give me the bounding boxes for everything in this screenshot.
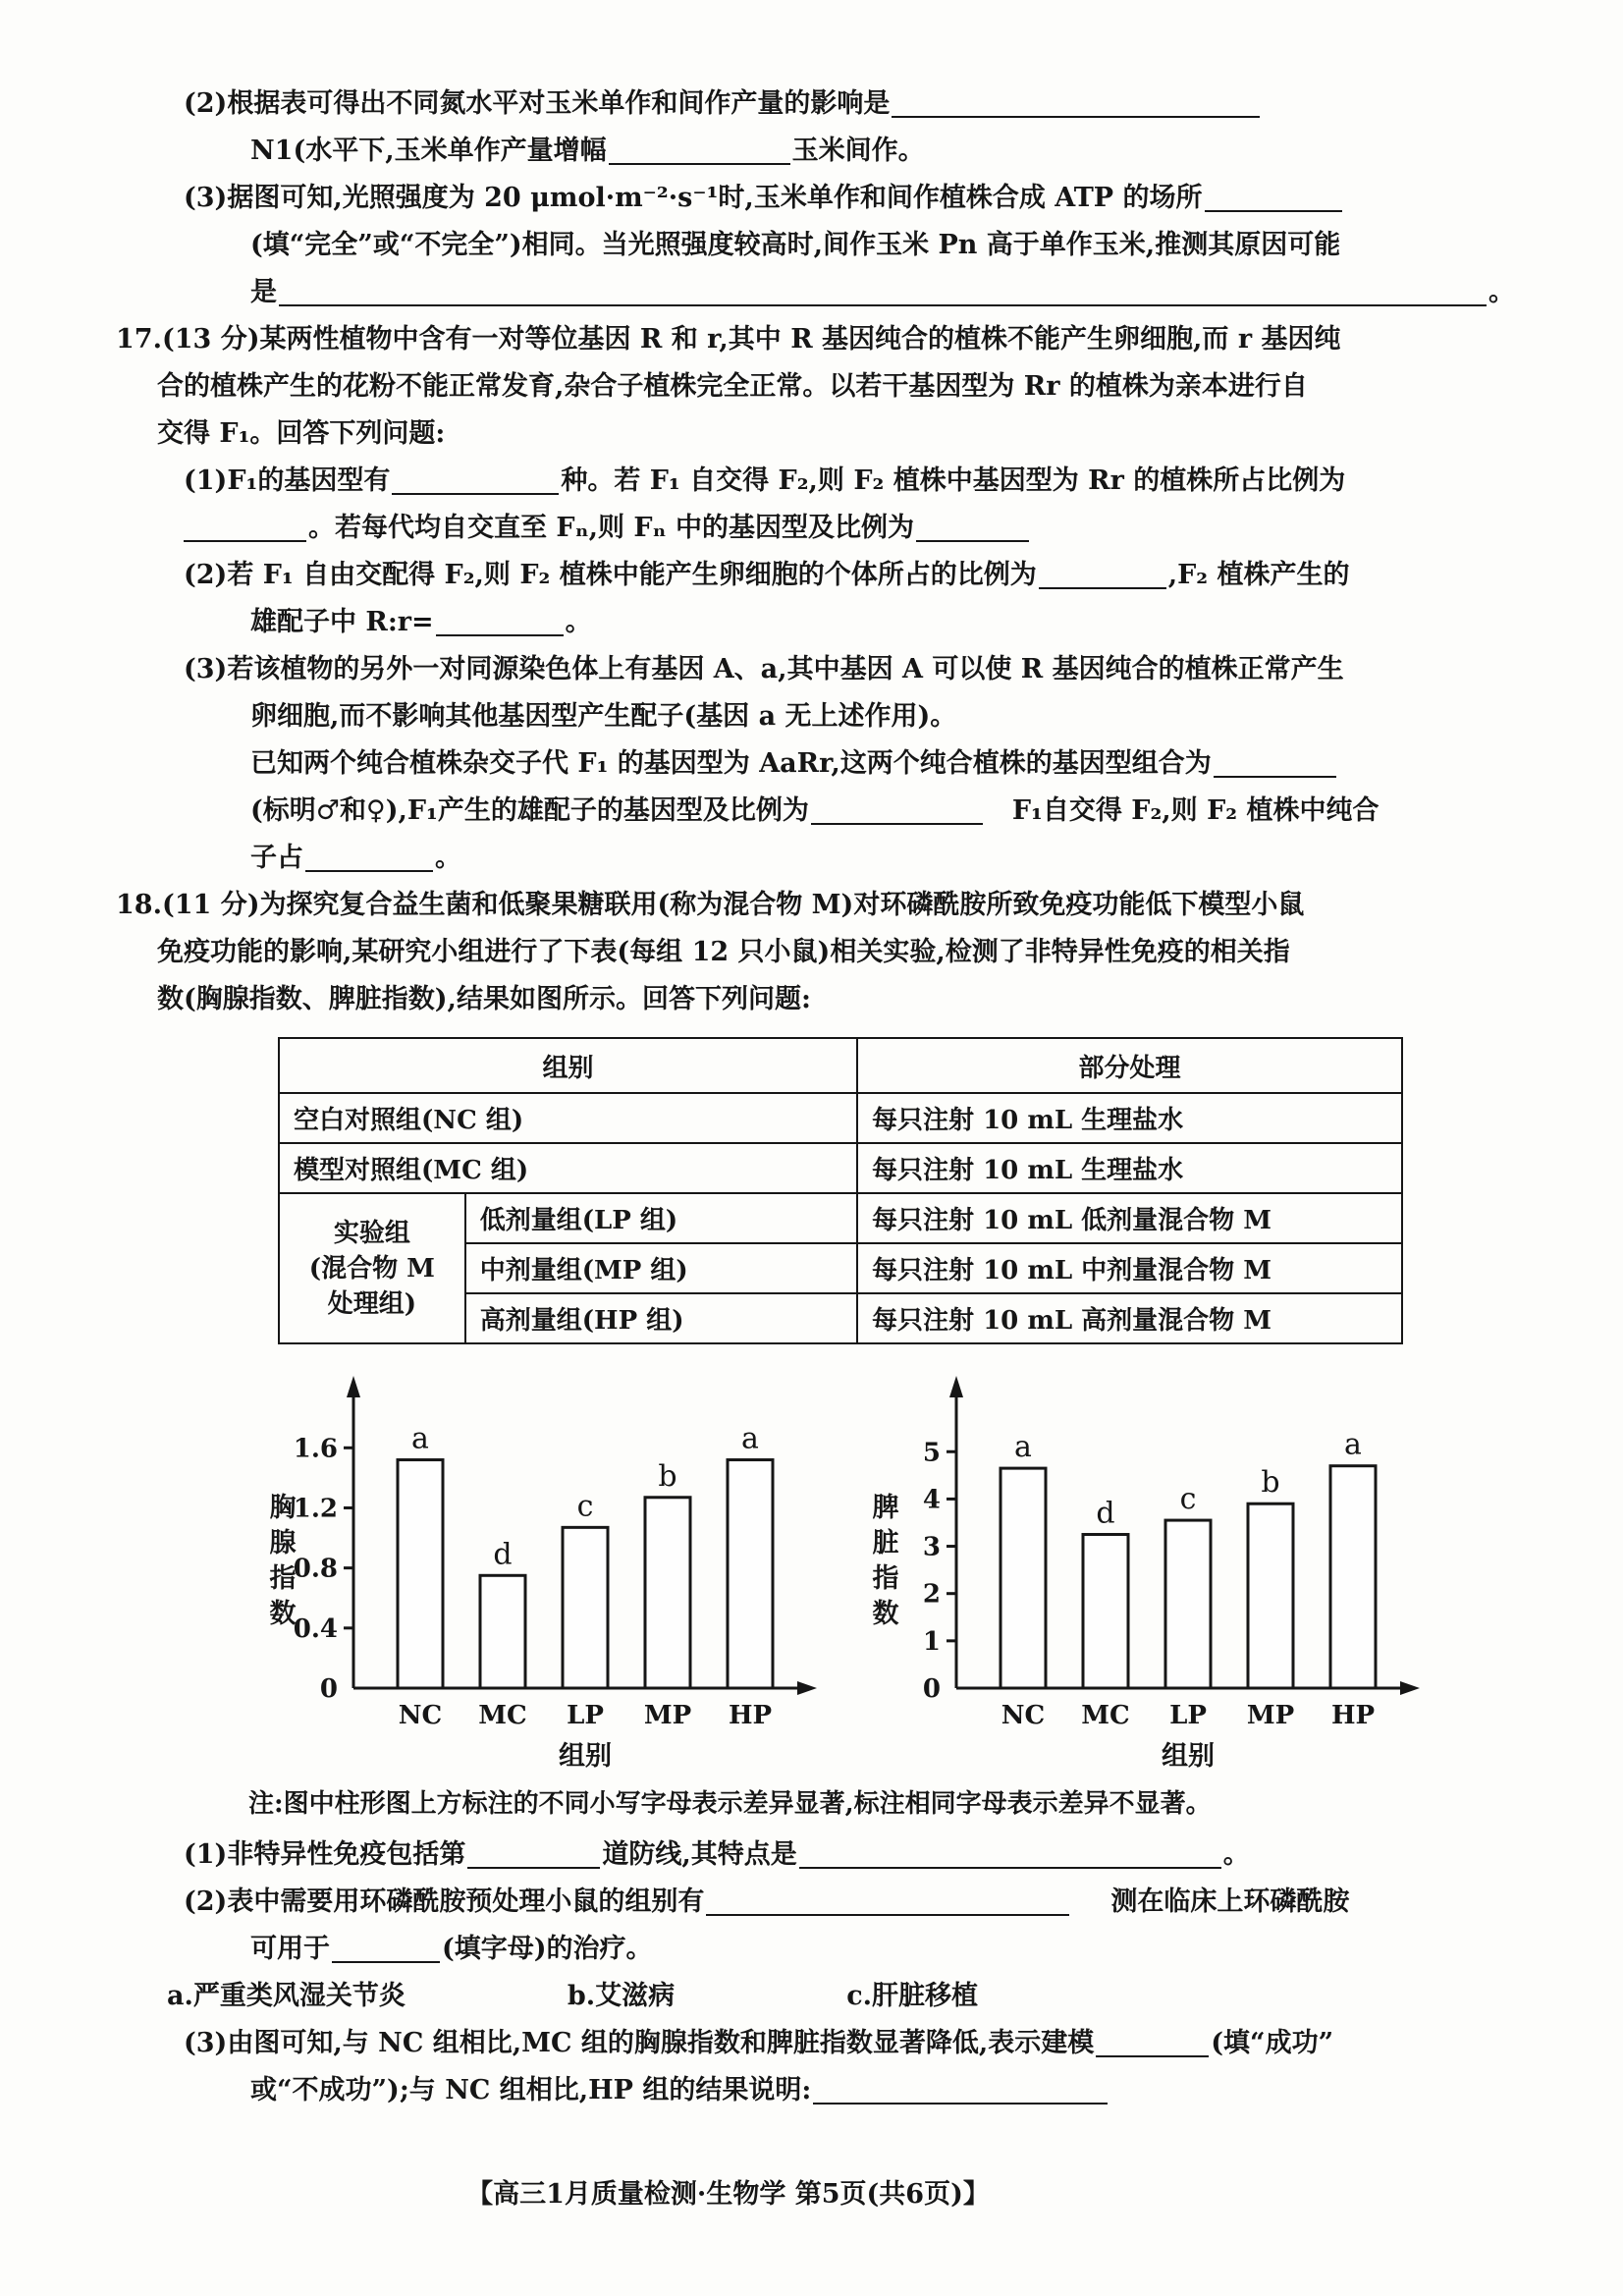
x-tick-label: HP bbox=[728, 1701, 773, 1730]
y-tick-label: 0 bbox=[922, 1674, 941, 1704]
text-segment: 种。若 F₁ 自交得 F₂,则 F₂ 植株中基因型为 Rr 的植株所占比例为 bbox=[561, 465, 1346, 496]
text-segment: c.肝脏移植 bbox=[846, 1981, 979, 2011]
significance-letter: c bbox=[576, 1489, 594, 1524]
text-segment: 已知两个纯合植株杂交子代 F₁ 的基因型为 AaRr,这两个纯合植株的基因型组合为 bbox=[250, 748, 1212, 779]
text-line bbox=[250, 740, 1623, 788]
y-axis-label-char: 数 bbox=[269, 1599, 297, 1629]
y-axis-label-char: 数 bbox=[872, 1599, 899, 1629]
question-17 bbox=[0, 316, 1623, 882]
text-segment: 可用于 bbox=[250, 1934, 330, 1964]
x-axis-label: 组别 bbox=[559, 1741, 612, 1772]
text-line bbox=[184, 1831, 1623, 1879]
significance-letter: a bbox=[1344, 1427, 1362, 1462]
answer-blank bbox=[813, 2073, 1108, 2105]
bar-MC bbox=[480, 1575, 525, 1688]
text-segment: 。 bbox=[1488, 277, 1515, 307]
text-segment: (标明♂和♀),F₁产生的雄配子的基因型及比例为 bbox=[250, 795, 809, 826]
y-tick-label: 4 bbox=[922, 1485, 941, 1515]
y-axis-label-char: 脏 bbox=[872, 1528, 899, 1558]
answer-blank bbox=[811, 793, 983, 825]
question-18-questions bbox=[0, 1831, 1623, 2114]
answer-blank bbox=[184, 511, 306, 542]
text-line bbox=[157, 410, 1623, 458]
text-segment: 子占 bbox=[250, 843, 303, 873]
x-tick-label: LP bbox=[567, 1701, 604, 1730]
y-axis-label-char: 腺 bbox=[269, 1528, 297, 1558]
y-axis-label-char: 胸 bbox=[269, 1493, 297, 1523]
text-line bbox=[116, 882, 1623, 929]
text-line bbox=[184, 458, 1623, 505]
bar-LP bbox=[563, 1527, 608, 1688]
answer-blank bbox=[1205, 181, 1342, 212]
answer-blank bbox=[392, 464, 559, 495]
chart-note: 注:图中柱形图上方标注的不同小写字母表示差异显著,标注相同字母表示差异不显著。 bbox=[248, 1789, 1212, 1819]
text-segment: 18.(11 分)为探究复合益生菌和低聚果糖联用(称为混合物 M)对环磷酰胺所致免疫功能低下模型小鼠 bbox=[116, 890, 1305, 920]
text-line bbox=[157, 976, 1623, 1023]
table-row bbox=[279, 1143, 1402, 1193]
text-segment: 。若每代均自交直至 Fₙ,则 Fₙ 中的基因型及比例为 bbox=[308, 513, 914, 543]
text-line bbox=[250, 2067, 1623, 2114]
text-line bbox=[250, 128, 1623, 175]
significance-letter: d bbox=[1096, 1496, 1115, 1531]
y-axis-arrow bbox=[347, 1376, 360, 1397]
answer-blank bbox=[799, 1837, 1221, 1869]
charts-row bbox=[243, 1362, 1623, 1779]
bar-HP bbox=[1330, 1466, 1376, 1688]
text-line bbox=[184, 1879, 1623, 1926]
text-segment: (2)根据表可得出不同氮水平对玉米单作和间作产量的影响是 bbox=[184, 88, 891, 119]
text-segment: (2)若 F₁ 自由交配得 F₂,则 F₂ 植株中能产生卵细胞的个体所占的比例为 bbox=[184, 560, 1037, 590]
significance-letter: a bbox=[1014, 1430, 1032, 1465]
text-segment: 17.(13 分)某两性植物中含有一对等位基因 R 和 r,其中 R 基因纯合的植株不能产生卵细胞,而 r 基因纯 bbox=[116, 324, 1341, 355]
text-segment: ,F₂ 植株产生的 bbox=[1167, 560, 1350, 590]
x-tick-label: MC bbox=[478, 1701, 527, 1730]
y-tick-label: 5 bbox=[922, 1438, 941, 1468]
text-segment: (1)非特异性免疫包括第 bbox=[184, 1839, 466, 1870]
answer-blank bbox=[916, 511, 1029, 542]
text-segment: (3)由图可知,与 NC 组相比,MC 组的胸腺指数和脾脏指数显著降低,表示建模 bbox=[184, 2028, 1095, 2058]
table-row bbox=[279, 1093, 1402, 1143]
y-tick-label: 0.8 bbox=[293, 1554, 338, 1584]
x-tick-label: MC bbox=[1081, 1701, 1130, 1730]
answer-blank bbox=[1096, 2026, 1209, 2057]
answer-blank bbox=[706, 1885, 1069, 1916]
answer-blank bbox=[279, 275, 1487, 306]
answer-blank bbox=[436, 605, 564, 636]
text-line bbox=[184, 552, 1623, 599]
text-segment: (2)表中需要用环磷酰胺预处理小鼠的组别有 bbox=[184, 1886, 705, 1917]
text-segment: 道防线,其特点是 bbox=[602, 1839, 797, 1870]
experimental-group-sublabel: (混合物 M 处理组) bbox=[308, 1253, 435, 1319]
text-line bbox=[116, 316, 1623, 363]
group-cell: 空白对照组(NC 组) bbox=[279, 1093, 857, 1143]
significance-letter: d bbox=[493, 1537, 513, 1572]
y-axis-label-char: 脾 bbox=[872, 1493, 899, 1523]
text-segment: (填“完全”或“不完全”)相同。当光照强度较高时,间作玉米 Pn 高于单作玉米,推测其原因可能 bbox=[250, 230, 1341, 260]
text-segment: (3)据图可知,光照强度为 20 μmol·m⁻²·s⁻¹时,玉米单作和间作植株合成 ATP 的场所 bbox=[184, 183, 1203, 213]
text-line bbox=[157, 929, 1623, 976]
text-line bbox=[182, 505, 1623, 552]
text-segment: 是 bbox=[250, 277, 277, 307]
text-segment: (填字母)的治疗。 bbox=[442, 1934, 653, 1964]
group-cell: 模型对照组(MC 组) bbox=[279, 1143, 857, 1193]
significance-letter: c bbox=[1179, 1482, 1197, 1517]
table-header-treatment: 部分处理 bbox=[857, 1038, 1402, 1093]
y-axis-label-char: 指 bbox=[872, 1563, 899, 1594]
y-tick-label: 3 bbox=[922, 1532, 941, 1562]
text-segment: 雄配子中 R:r= bbox=[250, 607, 434, 637]
text-segment: 。 bbox=[565, 607, 592, 637]
significance-letter: b bbox=[658, 1458, 677, 1494]
x-axis-label: 组别 bbox=[1162, 1741, 1215, 1772]
x-tick-label: NC bbox=[398, 1701, 443, 1730]
y-axis-arrow bbox=[949, 1376, 963, 1397]
text-line bbox=[184, 646, 1623, 693]
text-line bbox=[167, 1973, 1623, 2020]
text-line bbox=[250, 269, 1623, 316]
bar-LP bbox=[1165, 1520, 1211, 1688]
answer-blank bbox=[305, 841, 433, 872]
x-tick-label: NC bbox=[1001, 1701, 1046, 1730]
bar-HP bbox=[728, 1460, 773, 1688]
treatment-cell: 每只注射 10 mL 低剂量混合物 M bbox=[857, 1193, 1402, 1243]
text-line bbox=[250, 1926, 1623, 1973]
x-tick-label: MP bbox=[1246, 1701, 1295, 1730]
thymus-index-chart bbox=[243, 1362, 833, 1779]
spleen-index-chart bbox=[846, 1362, 1435, 1779]
text-segment: b.艾滋病 bbox=[567, 1981, 676, 2011]
page-footer bbox=[0, 2172, 1540, 2211]
text-segment: 交得 F₁。回答下列问题: bbox=[157, 418, 446, 449]
text-segment: 玉米间作。 bbox=[791, 136, 925, 166]
answer-blank bbox=[1214, 746, 1336, 778]
treatment-cell: 每只注射 10 mL 生理盐水 bbox=[857, 1143, 1402, 1193]
bar-MP bbox=[645, 1498, 690, 1688]
significance-letter: b bbox=[1261, 1465, 1280, 1501]
text-segment: 或“不成功”);与 NC 组相比,HP 组的结果说明: bbox=[250, 2075, 812, 2105]
text-segment: 免疫功能的影响,某研究小组进行了下表(每组 12 只小鼠)相关实验,检测了非特异性免疫的相关指 bbox=[157, 937, 1290, 967]
y-tick-label: 0.4 bbox=[293, 1613, 338, 1644]
x-tick-label: HP bbox=[1330, 1701, 1376, 1730]
x-axis-arrow bbox=[797, 1681, 817, 1695]
significance-letter: a bbox=[411, 1421, 429, 1456]
text-line bbox=[250, 693, 1623, 740]
text-segment: (填“成功” bbox=[1211, 2028, 1334, 2058]
text-line bbox=[157, 363, 1623, 410]
x-tick-label: MP bbox=[643, 1701, 692, 1730]
experiment-table-wrap bbox=[278, 1037, 1623, 1344]
experimental-group-cell bbox=[279, 1193, 465, 1343]
answer-blank bbox=[332, 1932, 440, 1963]
y-tick-label: 1.2 bbox=[293, 1494, 338, 1524]
treatment-cell: 每只注射 10 mL 高剂量混合物 M bbox=[857, 1293, 1402, 1343]
x-tick-label: LP bbox=[1169, 1701, 1207, 1730]
text-segment: 。 bbox=[435, 843, 461, 873]
text-segment: (3)若该植物的另外一对同源染色体上有基因 A、a,其中基因 A 可以使 R 基因纯合的植株正常产生 bbox=[184, 654, 1344, 684]
text-segment: 。 bbox=[1222, 1839, 1250, 1870]
answer-blank bbox=[1039, 558, 1166, 589]
text-line bbox=[184, 2020, 1623, 2067]
dose-cell: 高剂量组(HP 组) bbox=[465, 1293, 857, 1343]
answer-blank bbox=[467, 1837, 600, 1869]
x-axis-arrow bbox=[1400, 1681, 1420, 1695]
table-row bbox=[279, 1193, 1402, 1243]
bar-MP bbox=[1248, 1503, 1293, 1688]
text-segment: (1)F₁的基因型有 bbox=[184, 465, 391, 496]
text-line bbox=[250, 599, 1623, 646]
page-footer-text: 【高三1月质量检测·生物学 第5页(共6页)】 bbox=[466, 2179, 990, 2210]
experiment-table bbox=[278, 1037, 1403, 1344]
text-segment: 合的植株产生的花粉不能正常发育,杂合子植株完全正常。以若干基因型为 Rr 的植株为亲本进行自 bbox=[157, 371, 1308, 402]
experimental-group-label: 实验组 bbox=[333, 1218, 410, 1248]
table-header-group: 组别 bbox=[279, 1038, 857, 1093]
answer-blank bbox=[892, 86, 1260, 118]
dose-cell: 低剂量组(LP 组) bbox=[465, 1193, 857, 1243]
text-line bbox=[250, 222, 1623, 269]
y-tick-label: 0 bbox=[319, 1674, 338, 1704]
y-tick-label: 1 bbox=[922, 1626, 941, 1657]
text-segment: 测在临床上环磷酰胺 bbox=[1110, 1886, 1350, 1917]
text-line bbox=[250, 788, 1623, 835]
text-segment: 数(胸腺指数、脾脏指数),结果如图所示。回答下列问题: bbox=[157, 984, 811, 1014]
text-segment: a.严重类风湿关节炎 bbox=[167, 1981, 406, 2011]
text-line bbox=[250, 835, 1623, 882]
text-segment: N1(水平下,玉米单作产量增幅 bbox=[250, 136, 607, 166]
bar-NC bbox=[1001, 1468, 1046, 1688]
text-segment: 卵细胞,而不影响其他基因型产生配子(基因 a 无上述作用)。 bbox=[250, 701, 957, 732]
y-axis-label-char: 指 bbox=[269, 1563, 297, 1594]
question-18-intro bbox=[0, 882, 1623, 1023]
dose-cell: 中剂量组(MP 组) bbox=[465, 1243, 857, 1293]
y-tick-label: 2 bbox=[922, 1579, 941, 1610]
text-line bbox=[184, 175, 1623, 222]
text-line bbox=[184, 81, 1623, 128]
treatment-cell: 每只注射 10 mL 中剂量混合物 M bbox=[857, 1243, 1402, 1293]
bar-MC bbox=[1083, 1535, 1128, 1688]
question-16 bbox=[0, 0, 1623, 316]
answer-blank bbox=[609, 134, 790, 165]
y-tick-label: 1.6 bbox=[293, 1434, 338, 1464]
text-segment: F₁自交得 F₂,则 F₂ 植株中纯合 bbox=[1011, 795, 1380, 826]
significance-letter: a bbox=[741, 1421, 759, 1456]
treatment-cell: 每只注射 10 mL 生理盐水 bbox=[857, 1093, 1402, 1143]
bar-NC bbox=[398, 1460, 443, 1688]
